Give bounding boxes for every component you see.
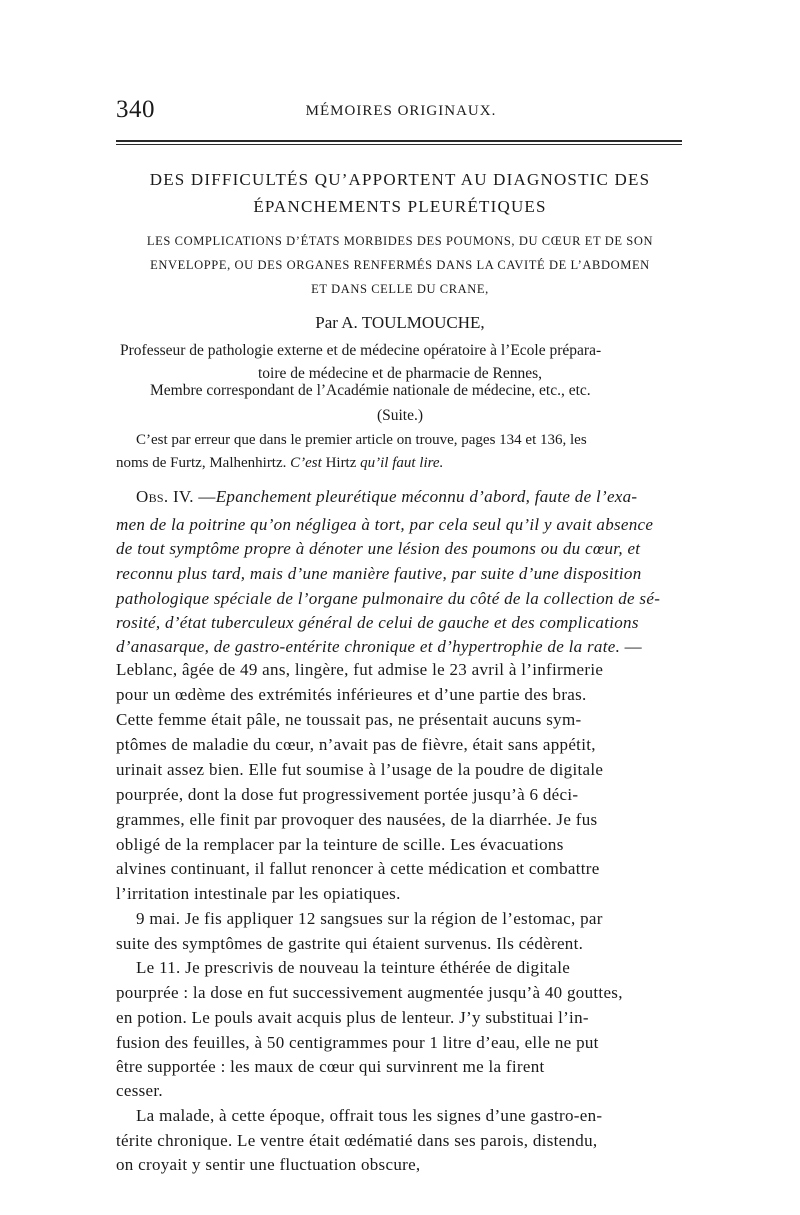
subtitle-line-3: ET DANS CELLE DU CRANE, (311, 282, 489, 296)
observation-italic-7: d’anasarque, de gastro-entérite chronique et d’hypertrophie de la rate. (116, 637, 621, 656)
body-line: obligé de la remplacer par la teinture de scille. Les évacuations (116, 835, 564, 854)
body-line: alvines continuant, il fallut renoncer à cette médication et combattre (116, 859, 600, 878)
subtitle-line-1: LES COMPLICATIONS D’ÉTATS MORBIDES DES POUMONS, DU CŒUR ET DE SON (146, 234, 654, 248)
observation-line-7 (116, 637, 642, 657)
body-line: urinait assez bien. Elle fut soumise à l’usage de la poudre de digitale (116, 760, 604, 779)
author-name: Par A. TOULMOUCHE, (315, 313, 485, 332)
body-line: 9 mai. Je fis appliquer 12 sangsues sur la région de l’estomac, par (136, 909, 603, 928)
body-line: pourprée : la dose en fut successivement augmentée jusqu’à 40 gouttes, (116, 983, 623, 1002)
observation-italic-5: pathologique spéciale de l’organe pulmonaire du côté de la collection de sé- (116, 589, 661, 608)
running-header (116, 96, 686, 128)
observation-italic-1: Epanchement pleurétique méconnu d’abord, faute de l’exa- (215, 487, 638, 506)
body-line: fusion des feuilles, à 50 centigrammes pour 1 litre d’eau, elle ne put (116, 1033, 599, 1052)
body-line: grammes, elle finit par provoquer des nausées, de la diarrhée. Je fus (116, 810, 598, 829)
observation-label: Obs. IV. (136, 487, 194, 506)
body-line: être supportée : les maux de cœur qui survinrent me la firent (116, 1057, 545, 1076)
observation-italic-6: rosité, d’état tuberculeux général de celui de gauche et des complications (116, 613, 639, 632)
author-affiliation-2: toire de médecine et de pharmacie de Rennes, (257, 365, 543, 382)
author-affiliation-1: Professeur de pathologie externe et de médecine opératoire à l’Ecole prépara- (120, 342, 602, 359)
observation-italic-3: de tout symptôme propre à dénoter une lésion des poumons ou du cœur, et (116, 539, 641, 558)
body-line: pourprée, dont la dose fut progressivement portée jusqu’à 6 déci- (116, 785, 579, 804)
continuation-note: (Suite.) (376, 407, 424, 424)
author-affiliation-3: Membre correspondant de l’Académie nationale de médecine, etc., etc. (150, 382, 591, 399)
body-line: Cette femme était pâle, ne toussait pas, ne présentait aucuns sym- (116, 710, 582, 729)
observation-italic-2: men de la poitrine qu’on négligea à tort, par cela seul qu’il y avait absence (116, 515, 654, 534)
erratum-italic: C’est (290, 455, 322, 471)
body-line: en potion. Le pouls avait acquis plus de lenteur. J’y substituai l’in- (116, 1008, 589, 1027)
body-line: La malade, à cette époque, offrait tous les signes d’une gastro-en- (136, 1106, 603, 1125)
observation-line-1 (136, 487, 637, 507)
body-line: ptômes de maladie du cœur, n’avait pas de fièvre, était sans appétit, (116, 735, 596, 754)
erratum-line-2 (116, 455, 443, 472)
observation-dash: — (193, 487, 216, 506)
observation-italic-4: reconnu plus tard, mais d’une manière fautive, par suite d’une disposition (116, 564, 642, 583)
body-line: on croyait y sentir une fluctuation obscure, (116, 1155, 421, 1174)
body-line: suite des symptômes de gastrite qui étaient survenus. Ils cédèrent. (116, 934, 584, 953)
body-line: cesser. (116, 1081, 163, 1100)
body-line: pour un œdème des extrémités inférieures et d’une partie des bras. (116, 685, 587, 704)
header-rule-thick (116, 140, 682, 142)
erratum-italic-end: qu’il faut lire. (360, 455, 444, 471)
body-line: Le 11. Je prescrivis de nouveau la teinture éthérée de digitale (136, 958, 571, 977)
article-title-line-2: ÉPANCHEMENTS PLEURÉTIQUES (253, 197, 547, 216)
running-title: MÉMOIRES ORIGINAUX. (305, 103, 497, 119)
body-line: térite chronique. Le ventre était œdématié dans ses parois, distendu, (116, 1131, 598, 1150)
body-line: l’irritation intestinale par les opiatiques. (116, 884, 401, 903)
erratum-line-1: C’est par erreur que dans le premier article on trouve, pages 134 et 136, les (136, 432, 587, 448)
observation-end-dash: — (620, 637, 642, 656)
erratum-name: Hirtz (321, 455, 361, 471)
erratum-text: noms de Furtz, Malhenhirtz. (116, 455, 291, 471)
body-line: Leblanc, âgée de 49 ans, lingère, fut admise le 23 avril à l’infirmerie (116, 660, 604, 679)
subtitle-line-2: ENVELOPPE, OU DES ORGANES RENFERMÉS DANS LA CAVITÉ DE L’ABDOMEN (150, 258, 650, 272)
article-title-line-1: DES DIFFICULTÉS QU’APPORTENT AU DIAGNOSTIC DES (149, 170, 651, 189)
header-rule-thin (116, 144, 682, 145)
page-number: 340 (116, 96, 155, 123)
